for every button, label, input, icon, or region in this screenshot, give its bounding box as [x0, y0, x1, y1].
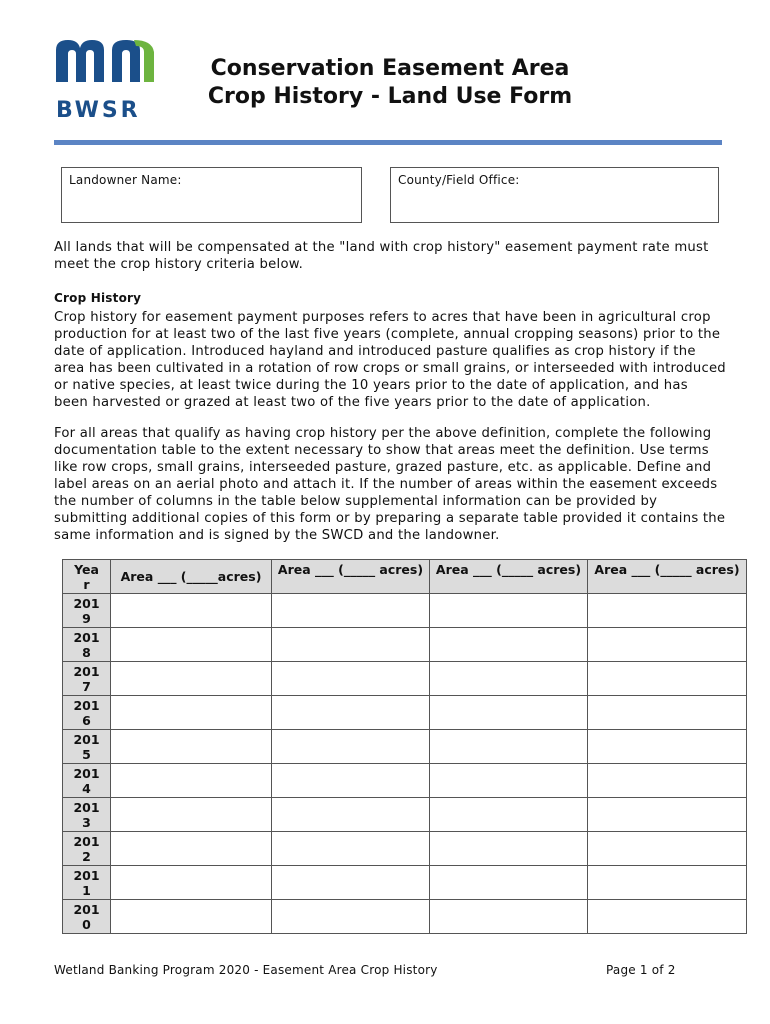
table-row [63, 764, 747, 798]
crop-history-definition: Crop history for easement payment purposes refers to acres that have been in agricultural crop production for at least two of the last five years (complete, annual cropping seasons) prior to the date of application. Introduced hayland and introduced pasture qualifies as crop history if the area has been cultivated in a rotation of row crops or small grains, or interseeded with introduced or native species, at least twice during the 10 years prior to the date of application, and has been harvested or grazed at least two of the five years prior to the date of application. [54, 310, 726, 410]
area-cell[interactable] [111, 662, 272, 696]
area-cell[interactable] [430, 594, 588, 628]
area-cell[interactable] [588, 594, 747, 628]
area-cell[interactable] [430, 764, 588, 798]
landowner-name-label: Landowner Name: [69, 173, 182, 187]
area-cell[interactable] [588, 696, 747, 730]
title-line-2: Crop History - Land Use Form [207, 84, 573, 109]
title-line-1: Conservation Easement Area [210, 56, 570, 81]
logo-text: BWSR [56, 98, 141, 123]
area-1-column-header: Area ___ (_____acres) [111, 560, 272, 594]
area-cell[interactable] [430, 628, 588, 662]
area-cell[interactable] [111, 798, 272, 832]
table-row [63, 696, 747, 730]
table-row [63, 832, 747, 866]
area-cell[interactable] [272, 866, 430, 900]
area-cell[interactable] [111, 730, 272, 764]
crop-history-heading: Crop History [54, 291, 142, 305]
area-cell[interactable] [430, 900, 588, 934]
area-cell[interactable] [588, 832, 747, 866]
table-row [63, 662, 747, 696]
table-row [63, 798, 747, 832]
area-cell[interactable] [111, 764, 272, 798]
area-cell[interactable] [430, 798, 588, 832]
area-cell[interactable] [111, 696, 272, 730]
area-cell[interactable] [588, 730, 747, 764]
table-row [63, 628, 747, 662]
area-cell[interactable] [272, 764, 430, 798]
county-field-office-field[interactable] [390, 167, 719, 223]
area-cell[interactable] [272, 832, 430, 866]
area-cell[interactable] [588, 662, 747, 696]
year-cell: 2019 [63, 594, 111, 628]
header-rule [54, 140, 722, 145]
area-cell[interactable] [430, 832, 588, 866]
area-cell[interactable] [111, 628, 272, 662]
area-cell[interactable] [272, 696, 430, 730]
bwsr-logo [54, 38, 166, 128]
area-cell[interactable] [430, 696, 588, 730]
year-cell: 2015 [63, 730, 111, 764]
area-cell[interactable] [111, 866, 272, 900]
area-cell[interactable] [588, 866, 747, 900]
area-3-column-header: Area ___ (_____ acres) [430, 560, 588, 594]
year-cell: 2010 [63, 900, 111, 934]
area-cell[interactable] [430, 730, 588, 764]
year-cell: 2012 [63, 832, 111, 866]
year-cell: 2013 [63, 798, 111, 832]
area-cell[interactable] [272, 594, 430, 628]
area-cell[interactable] [272, 900, 430, 934]
table-row [63, 866, 747, 900]
year-cell: 2011 [63, 866, 111, 900]
area-cell[interactable] [272, 730, 430, 764]
year-cell: 2017 [63, 662, 111, 696]
area-cell[interactable] [111, 832, 272, 866]
area-4-column-header: Area ___ (_____ acres) [588, 560, 747, 594]
table-header-row [63, 560, 747, 594]
area-2-column-header: Area ___ (_____ acres) [272, 560, 430, 594]
footer-page-number: Page 1 of 2 [606, 963, 676, 977]
area-cell[interactable] [111, 594, 272, 628]
area-cell[interactable] [272, 628, 430, 662]
crop-history-table [62, 559, 747, 934]
area-cell[interactable] [588, 900, 747, 934]
area-cell[interactable] [272, 798, 430, 832]
year-cell: 2016 [63, 696, 111, 730]
form-title [190, 55, 590, 111]
landowner-name-field[interactable] [61, 167, 362, 223]
intro-text: All lands that will be compensated at the "land with crop history" easement payment rate must meet the crop history criteria below. [54, 240, 709, 272]
area-cell[interactable] [430, 662, 588, 696]
year-column-header: Year [63, 560, 111, 594]
table-instructions: For all areas that qualify as having crop history per the above definition, complete the following documentation table to the extent necessary to show that areas meet the definition. Use terms like row crops, small grains, interseeded pasture, grazed pasture, etc. as applicable. Define and label areas on an aerial photo and attach it. If the number of areas within the easement exceeds the number of columns in the table below supplemental information can be provided by submitting additional copies of this form or by preparing a separate table provided it contains the same information and is signed by the SWCD and the landowner. [54, 426, 726, 543]
table-row [63, 594, 747, 628]
area-cell[interactable] [588, 798, 747, 832]
area-cell[interactable] [588, 628, 747, 662]
footer-program-label: Wetland Banking Program 2020 - Easement Area Crop History [54, 963, 438, 977]
area-cell[interactable] [111, 900, 272, 934]
table-row [63, 730, 747, 764]
area-cell[interactable] [430, 866, 588, 900]
year-cell: 2014 [63, 764, 111, 798]
county-field-office-label: County/Field Office: [398, 173, 520, 187]
year-cell: 2018 [63, 628, 111, 662]
table-row [63, 900, 747, 934]
area-cell[interactable] [272, 662, 430, 696]
area-cell[interactable] [588, 764, 747, 798]
